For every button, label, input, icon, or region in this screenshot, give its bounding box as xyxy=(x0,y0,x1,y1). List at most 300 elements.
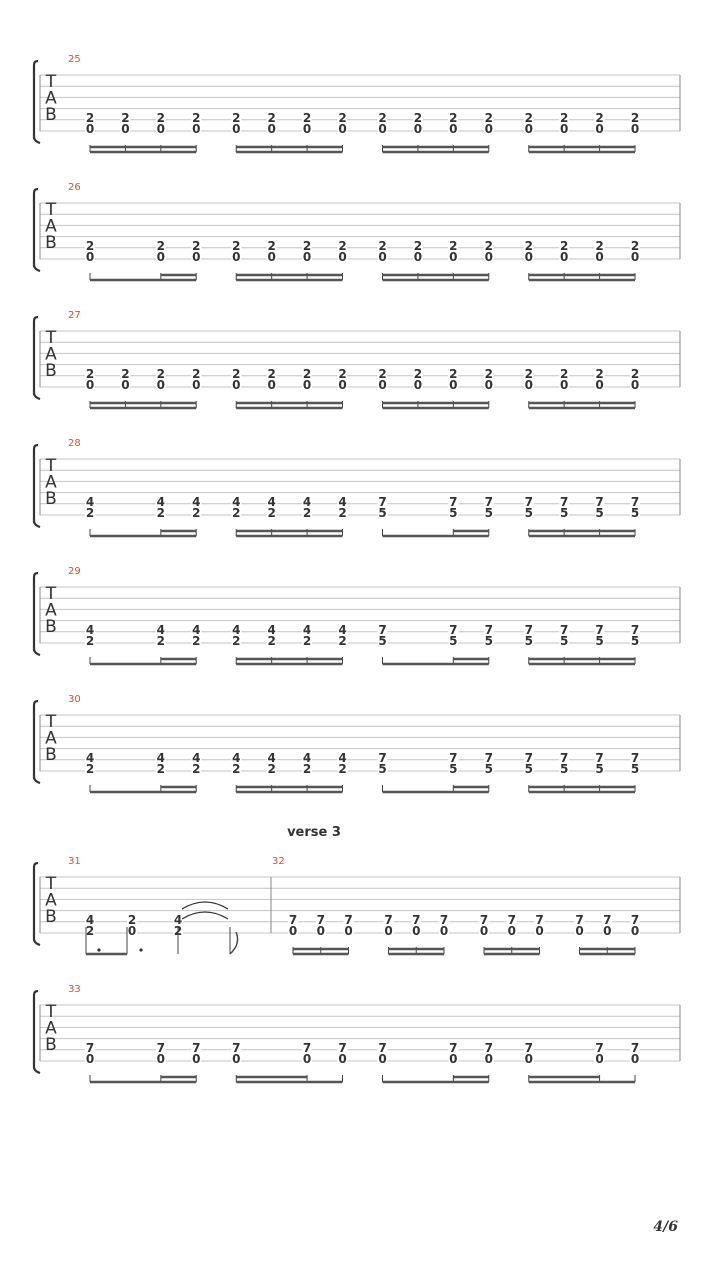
system-brace xyxy=(34,189,40,271)
fret-number: 5 xyxy=(630,506,640,520)
fret-number: 2 xyxy=(85,367,95,381)
fret-number: 4 xyxy=(302,623,312,637)
fret-number: 0 xyxy=(595,1052,604,1066)
fret-number: 0 xyxy=(302,250,312,264)
fret-number: 0 xyxy=(449,378,458,392)
fret-number: 0 xyxy=(156,122,166,136)
fret-number: 0 xyxy=(232,250,241,264)
fret-number: 2 xyxy=(449,367,458,381)
fret-number: 5 xyxy=(559,634,569,648)
fret-number: 4 xyxy=(338,751,347,765)
fret-number: 2 xyxy=(85,762,95,776)
fret-number: 0 xyxy=(595,378,604,392)
fret-number: 7 xyxy=(507,913,516,927)
fret-number: 0 xyxy=(156,250,166,264)
fret-number: 0 xyxy=(156,378,166,392)
fret-number: 7 xyxy=(378,495,387,509)
fret-number: 0 xyxy=(413,250,423,264)
fret-number: 2 xyxy=(338,111,347,125)
fret-number: 5 xyxy=(378,762,387,776)
tab-clef-letter: A xyxy=(45,344,57,365)
fret-number: 7 xyxy=(378,751,387,765)
fret-number: 7 xyxy=(595,751,604,765)
fret-number: 4 xyxy=(267,623,276,637)
fret-number: 7 xyxy=(85,1041,95,1055)
fret-number: 2 xyxy=(85,634,95,648)
tab-clef-letter: T xyxy=(45,584,57,604)
fret-number: 7 xyxy=(595,623,604,637)
fret-number: 0 xyxy=(316,924,325,938)
fret-number: 7 xyxy=(524,751,533,765)
fret-number: 7 xyxy=(559,623,569,637)
fret-number: 7 xyxy=(630,495,640,509)
fret-number: 2 xyxy=(267,111,276,125)
fret-number: 2 xyxy=(232,762,241,776)
page-number: 4/6 xyxy=(653,1219,678,1235)
fret-number: 2 xyxy=(85,924,95,938)
tab-clef-letter: B xyxy=(45,617,57,637)
fret-number: 2 xyxy=(524,239,533,253)
tab-clef-letter: A xyxy=(45,88,57,109)
fret-number: 2 xyxy=(85,239,95,253)
tab-note xyxy=(127,913,137,938)
fret-number: 2 xyxy=(524,111,533,125)
fret-number: 0 xyxy=(267,122,276,136)
fret-number: 5 xyxy=(378,506,387,520)
fret-number: 2 xyxy=(559,367,569,381)
fret-number: 0 xyxy=(378,122,387,136)
tab-clef-letter: B xyxy=(45,233,57,253)
fret-number: 2 xyxy=(156,367,166,381)
fret-number: 2 xyxy=(484,367,493,381)
tab-clef-letter: T xyxy=(45,456,57,476)
fret-number: 0 xyxy=(85,250,95,264)
fret-number: 2 xyxy=(156,239,166,253)
fret-number: 7 xyxy=(559,495,569,509)
system-brace xyxy=(34,991,40,1073)
fret-number: 0 xyxy=(384,924,393,938)
fret-number: 0 xyxy=(288,924,298,938)
tab-clef-letter: B xyxy=(45,361,57,381)
fret-number: 7 xyxy=(603,913,612,927)
tab-note xyxy=(85,239,95,280)
tab-clef-letter: A xyxy=(45,1018,57,1039)
tab-clef-letter: A xyxy=(45,216,57,237)
tab-clef-letter: B xyxy=(45,907,57,927)
tab-system xyxy=(34,182,680,280)
fret-number: 7 xyxy=(484,495,493,509)
fret-number: 4 xyxy=(85,623,95,637)
fret-number: 0 xyxy=(232,122,241,136)
fret-number: 0 xyxy=(378,250,387,264)
measure-number: 29 xyxy=(68,566,81,577)
fret-number: 0 xyxy=(524,1052,533,1066)
fret-number: 0 xyxy=(595,122,604,136)
fret-number: 0 xyxy=(524,250,533,264)
fret-number: 0 xyxy=(344,924,353,938)
fret-number: 5 xyxy=(630,634,640,648)
beat-group xyxy=(288,913,354,954)
fret-number: 0 xyxy=(484,250,493,264)
fret-number: 2 xyxy=(630,111,640,125)
fret-number: 2 xyxy=(192,506,201,520)
fret-number: 0 xyxy=(192,250,201,264)
measure-number: 32 xyxy=(272,856,285,867)
fret-number: 7 xyxy=(302,1041,312,1055)
fret-number: 0 xyxy=(121,122,130,136)
fret-number: 4 xyxy=(85,913,95,927)
tab-clef-letter: B xyxy=(45,489,57,509)
fret-number: 7 xyxy=(449,1041,458,1055)
fret-number: 4 xyxy=(232,751,241,765)
beat-group xyxy=(575,913,641,954)
fret-number: 0 xyxy=(449,1052,458,1066)
fret-number: 0 xyxy=(507,924,516,938)
fret-number: 4 xyxy=(267,495,276,509)
fret-number: 0 xyxy=(630,250,640,264)
fret-number: 0 xyxy=(85,1052,95,1066)
fret-number: 5 xyxy=(595,506,604,520)
fret-number: 0 xyxy=(413,378,423,392)
fret-number: 2 xyxy=(267,634,276,648)
fret-number: 2 xyxy=(192,762,201,776)
fret-number: 2 xyxy=(630,239,640,253)
measure-number: 31 xyxy=(68,856,81,867)
fret-number: 4 xyxy=(192,623,201,637)
fret-number: 0 xyxy=(575,924,584,938)
measure-number: 27 xyxy=(68,310,81,321)
fret-number: 4 xyxy=(232,623,241,637)
fret-number: 4 xyxy=(156,751,166,765)
fret-number: 2 xyxy=(559,239,569,253)
fret-number: 7 xyxy=(232,1041,241,1055)
fret-number: 0 xyxy=(603,924,612,938)
system-brace xyxy=(34,863,40,945)
fret-number: 2 xyxy=(338,239,347,253)
fret-number: 5 xyxy=(524,634,533,648)
fret-number: 0 xyxy=(535,924,544,938)
fret-number: 2 xyxy=(338,762,347,776)
fret-number: 7 xyxy=(412,913,421,927)
fret-number: 0 xyxy=(378,378,387,392)
fret-number: 5 xyxy=(484,762,493,776)
fret-number: 5 xyxy=(449,634,458,648)
measure-number: 28 xyxy=(68,438,81,449)
fret-number: 4 xyxy=(338,623,347,637)
fret-number: 4 xyxy=(85,495,95,509)
fret-number: 5 xyxy=(630,762,640,776)
fret-number: 7 xyxy=(449,495,458,509)
measure-number: 30 xyxy=(68,694,81,705)
tab-note xyxy=(85,623,95,664)
tab-system xyxy=(34,825,680,954)
fret-number: 2 xyxy=(156,634,166,648)
fret-number: 2 xyxy=(232,367,241,381)
fret-number: 2 xyxy=(484,111,493,125)
fret-number: 2 xyxy=(232,239,241,253)
fret-number: 0 xyxy=(484,122,493,136)
fret-number: 0 xyxy=(192,122,201,136)
tab-clef-letter: T xyxy=(45,874,57,894)
fret-number: 2 xyxy=(85,111,95,125)
fret-number: 0 xyxy=(484,1052,493,1066)
fret-number: 0 xyxy=(267,378,276,392)
tab-clef-letter: T xyxy=(45,200,57,220)
fret-number: 5 xyxy=(559,506,569,520)
fret-number: 7 xyxy=(156,1041,166,1055)
fret-number: 2 xyxy=(192,239,201,253)
fret-number: 4 xyxy=(302,751,312,765)
fret-number: 5 xyxy=(449,506,458,520)
tab-clef-letter: B xyxy=(45,745,57,765)
beat-group xyxy=(479,913,545,954)
fret-number: 7 xyxy=(524,495,533,509)
fret-number: 2 xyxy=(413,367,423,381)
fret-number: 2 xyxy=(302,634,312,648)
fret-number: 2 xyxy=(302,111,312,125)
tab-clef-letter: T xyxy=(45,1002,57,1022)
fret-number: 0 xyxy=(630,378,640,392)
tab-clef-letter: A xyxy=(45,600,57,621)
fret-number: 5 xyxy=(595,762,604,776)
fret-number: 0 xyxy=(302,378,312,392)
fret-number: 0 xyxy=(630,122,640,136)
fret-number: 7 xyxy=(288,913,298,927)
fret-number: 4 xyxy=(156,495,166,509)
fret-number: 2 xyxy=(173,924,183,938)
fret-number: 2 xyxy=(302,367,312,381)
fret-number: 7 xyxy=(575,913,584,927)
fret-number: 4 xyxy=(232,495,241,509)
tab-clef-letter: A xyxy=(45,472,57,493)
fret-number: 7 xyxy=(524,1041,533,1055)
tab-clef-letter: B xyxy=(45,1035,57,1055)
fret-number: 7 xyxy=(344,913,353,927)
fret-number: 0 xyxy=(630,924,640,938)
tab-note xyxy=(378,495,388,536)
system-brace xyxy=(34,701,40,783)
tab-clef-letter: T xyxy=(45,712,57,732)
fret-number: 2 xyxy=(595,111,604,125)
measure-number: 33 xyxy=(68,984,81,995)
fret-number: 0 xyxy=(85,122,95,136)
fret-number: 0 xyxy=(338,122,347,136)
fret-number: 2 xyxy=(524,367,533,381)
fret-number: 2 xyxy=(595,239,604,253)
fret-number: 5 xyxy=(559,762,569,776)
fret-number: 0 xyxy=(449,250,458,264)
fret-number: 7 xyxy=(559,751,569,765)
fret-number: 0 xyxy=(413,122,423,136)
fret-number: 4 xyxy=(85,751,95,765)
fret-number: 2 xyxy=(267,367,276,381)
system-brace xyxy=(34,445,40,527)
fret-number: 0 xyxy=(232,378,241,392)
fret-number: 2 xyxy=(378,111,387,125)
fret-number: 2 xyxy=(232,111,241,125)
fret-number: 0 xyxy=(595,250,604,264)
fret-number: 2 xyxy=(232,634,241,648)
fret-number: 7 xyxy=(378,1041,387,1055)
fret-number: 7 xyxy=(384,913,393,927)
fret-number: 4 xyxy=(192,495,201,509)
fret-number: 0 xyxy=(127,924,137,938)
fret-number: 2 xyxy=(559,111,569,125)
fret-number: 7 xyxy=(524,623,533,637)
fret-number: 0 xyxy=(267,250,276,264)
fret-number: 7 xyxy=(484,751,493,765)
fret-number: 0 xyxy=(338,378,347,392)
tab-note xyxy=(85,1041,95,1082)
dot xyxy=(139,948,142,951)
fret-number: 0 xyxy=(559,378,569,392)
fret-number: 4 xyxy=(267,751,276,765)
tab-note xyxy=(338,1041,348,1082)
fret-number: 4 xyxy=(156,623,166,637)
fret-number: 4 xyxy=(192,751,201,765)
fret-number: 2 xyxy=(484,239,493,253)
tab-note xyxy=(378,1041,388,1082)
fret-number: 2 xyxy=(121,367,130,381)
fret-number: 2 xyxy=(449,111,458,125)
fret-number: 5 xyxy=(378,634,387,648)
fret-number: 2 xyxy=(630,367,640,381)
section-label: verse 3 xyxy=(287,825,341,840)
fret-number: 7 xyxy=(316,913,325,927)
fret-number: 2 xyxy=(378,239,387,253)
fret-number: 0 xyxy=(559,250,569,264)
tab-clef-letter: A xyxy=(45,728,57,749)
fret-number: 0 xyxy=(378,1052,387,1066)
fret-number: 0 xyxy=(484,378,493,392)
fret-number: 2 xyxy=(156,506,166,520)
fret-number: 7 xyxy=(449,623,458,637)
fret-number: 2 xyxy=(156,762,166,776)
fret-number: 0 xyxy=(412,924,421,938)
fret-number: 7 xyxy=(595,1041,604,1055)
fret-number: 2 xyxy=(192,367,201,381)
fret-number: 7 xyxy=(535,913,544,927)
beat-group xyxy=(384,913,450,954)
fret-number: 0 xyxy=(439,924,449,938)
fret-number: 7 xyxy=(439,913,449,927)
fret-number: 7 xyxy=(479,913,489,927)
fret-number: 0 xyxy=(630,1052,640,1066)
system-brace xyxy=(34,573,40,655)
fret-number: 2 xyxy=(338,506,347,520)
fret-number: 0 xyxy=(524,378,533,392)
fret-number: 2 xyxy=(302,762,312,776)
fret-number: 4 xyxy=(338,495,347,509)
fret-number: 0 xyxy=(479,924,489,938)
fret-number: 7 xyxy=(630,751,640,765)
fret-number: 7 xyxy=(630,623,640,637)
tab-clef-letter: T xyxy=(45,72,57,92)
note-flag xyxy=(230,932,238,954)
fret-number: 2 xyxy=(267,506,276,520)
fret-number: 2 xyxy=(449,239,458,253)
fret-number: 2 xyxy=(267,239,276,253)
measure-number: 26 xyxy=(68,182,81,193)
fret-number: 7 xyxy=(630,913,640,927)
fret-number: 2 xyxy=(232,506,241,520)
fret-number: 2 xyxy=(302,506,312,520)
fret-number: 7 xyxy=(595,495,604,509)
fret-number: 5 xyxy=(524,762,533,776)
fret-number: 0 xyxy=(156,1052,166,1066)
fret-number: 7 xyxy=(378,623,387,637)
tab-note xyxy=(378,623,388,664)
fret-number: 0 xyxy=(449,122,458,136)
fret-number: 2 xyxy=(192,111,201,125)
fret-number: 7 xyxy=(338,1041,347,1055)
tab-clef-letter: T xyxy=(45,328,57,348)
fret-number: 2 xyxy=(338,367,347,381)
fret-number: 5 xyxy=(595,634,604,648)
fret-number: 2 xyxy=(378,367,387,381)
fret-number: 2 xyxy=(121,111,130,125)
fret-number: 7 xyxy=(484,623,493,637)
fret-number: 0 xyxy=(85,378,95,392)
fret-number: 2 xyxy=(338,634,347,648)
fret-number: 2 xyxy=(127,913,137,927)
fret-number: 0 xyxy=(192,378,201,392)
system-brace xyxy=(34,61,40,143)
fret-number: 5 xyxy=(484,506,493,520)
tab-system xyxy=(34,438,680,536)
tab-system xyxy=(34,54,680,152)
tab-system xyxy=(34,694,680,792)
fret-number: 4 xyxy=(302,495,312,509)
fret-number: 7 xyxy=(484,1041,493,1055)
fret-number: 0 xyxy=(192,1052,201,1066)
fret-number: 2 xyxy=(413,239,423,253)
tab-clef-letter: B xyxy=(45,105,57,125)
fret-number: 5 xyxy=(484,634,493,648)
tie-arc xyxy=(182,902,228,909)
fret-number: 5 xyxy=(449,762,458,776)
fret-number: 0 xyxy=(338,1052,347,1066)
tab-note xyxy=(630,1041,640,1082)
fret-number: 7 xyxy=(630,1041,640,1055)
dot xyxy=(97,948,100,951)
tab-system xyxy=(34,984,680,1082)
fret-number: 7 xyxy=(192,1041,201,1055)
measure-number: 25 xyxy=(68,54,81,65)
fret-number: 2 xyxy=(85,506,95,520)
tab-clef-letter: A xyxy=(45,890,57,911)
fret-number: 7 xyxy=(449,751,458,765)
fret-number: 2 xyxy=(302,239,312,253)
fret-number: 4 xyxy=(173,913,183,927)
fret-number: 2 xyxy=(595,367,604,381)
fret-number: 0 xyxy=(302,1052,312,1066)
tab-note xyxy=(85,751,95,792)
fret-number: 0 xyxy=(121,378,130,392)
system-brace xyxy=(34,317,40,399)
fret-number: 2 xyxy=(413,111,423,125)
fret-number: 5 xyxy=(524,506,533,520)
tie-arc xyxy=(182,912,228,919)
fret-number: 0 xyxy=(559,122,569,136)
tab-system xyxy=(34,566,680,664)
tab-note xyxy=(85,495,95,536)
fret-number: 2 xyxy=(192,634,201,648)
fret-number: 0 xyxy=(302,122,312,136)
tab-system xyxy=(34,310,680,408)
fret-number: 0 xyxy=(232,1052,241,1066)
tab-note xyxy=(378,751,388,792)
